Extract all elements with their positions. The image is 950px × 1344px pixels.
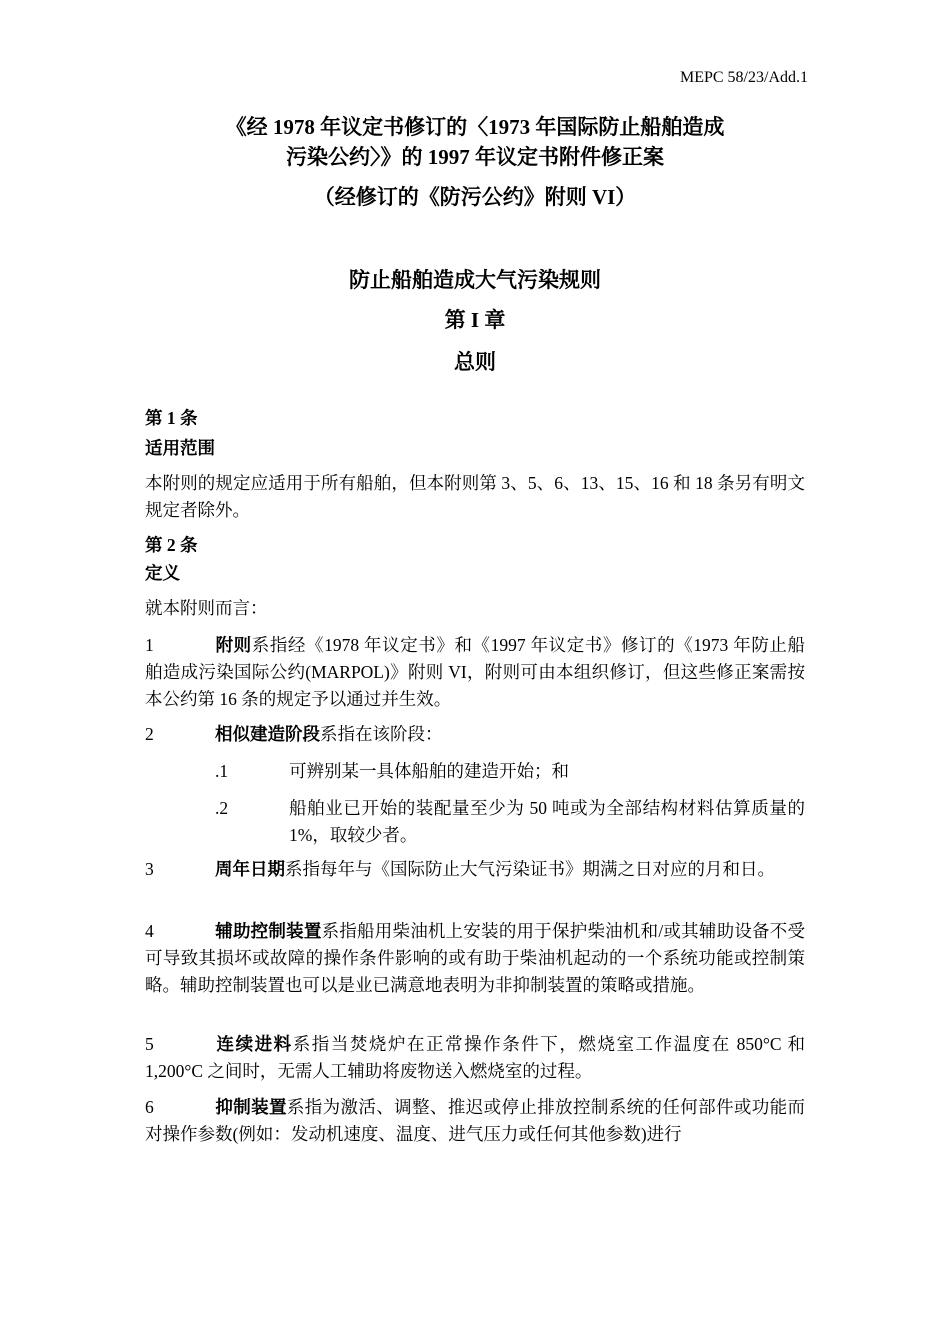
defined-term: 附则 bbox=[215, 635, 252, 655]
sub-item-number: .1 bbox=[215, 761, 229, 781]
regulation-1-heading: 适用范围 bbox=[145, 438, 215, 458]
paragraph-number: 3 bbox=[145, 859, 154, 879]
definition-text: 系指船用柴油机上安装的用于保护柴油机和/或其辅助设备不受可导致其损坏或故障的操作条件影响的或有助于柴油机起动的一个系统功能或控制策略。辅助控制装置也可以是业已满意地表明为非抑制装置的策略或措施。 bbox=[145, 921, 805, 995]
definition-paragraph bbox=[145, 856, 805, 883]
regulation-2-number: 第 2 条 bbox=[145, 535, 198, 555]
sub-item-text: 可辨别某一具体船舶的建造开始；和 bbox=[289, 761, 569, 781]
definition-paragraph bbox=[145, 721, 805, 748]
defined-term: 周年日期 bbox=[215, 859, 285, 879]
definition-text: 系指为激活、调整、推迟或停止排放控制系统的任何部件或功能而对操作参数(例如：发动机速度、温度、进气压力或任何其他参数)进行 bbox=[145, 1097, 806, 1144]
paragraph-number: 1 bbox=[145, 635, 154, 655]
defined-term: 抑制装置 bbox=[215, 1097, 287, 1117]
regulation-1-number: 第 1 条 bbox=[145, 408, 198, 428]
definition-text: 系指经《1978 年议定书》和《1997 年议定书》修订的《1973 年防止船舶造成污染国际公约(MARPOL)》附则 VI，附则可由本组织修订，但这些修正案需按本公约第 16 条的规定予以通过并生效。 bbox=[145, 635, 806, 709]
defined-term: 辅助控制装置 bbox=[215, 921, 322, 941]
chapter-number: 第 I 章 bbox=[444, 308, 506, 332]
sub-item bbox=[215, 795, 805, 849]
title-line-3: （经修订的《防污公约》附则 VI） bbox=[313, 185, 637, 209]
paragraph-number: 4 bbox=[145, 921, 154, 941]
paragraph-number: 2 bbox=[145, 724, 154, 744]
definition-paragraph bbox=[145, 918, 805, 999]
sub-item bbox=[215, 758, 805, 785]
paragraph-number: 5 bbox=[145, 1034, 154, 1054]
defined-term: 相似建造阶段 bbox=[215, 724, 320, 744]
definition-paragraph bbox=[145, 1031, 805, 1085]
definition-text: 系指当焚烧炉在正常操作条件下，燃烧室工作温度在 850°C 和 1,200°C 之间时，无需人工辅助将废物送入燃烧室的过程。 bbox=[145, 1034, 806, 1081]
regulations-title: 防止船舶造成大气污染规则 bbox=[349, 268, 601, 292]
definition-paragraph bbox=[145, 1094, 805, 1148]
definition-text: 系指在该阶段： bbox=[320, 724, 443, 744]
title-line-1: 《经 1978 年议定书修订的〈1973 年国际防止船舶造成 bbox=[225, 115, 725, 139]
defined-term: 连续进料 bbox=[215, 1034, 293, 1054]
sub-item-text: 船舶业已开始的装配量至少为 50 吨或为全部结构材料估算质量的 1%，取较少者。 bbox=[289, 798, 805, 845]
chapter-title: 总则 bbox=[454, 350, 496, 374]
definition-text: 系指每年与《国际防止大气污染证书》期满之日对应的月和日。 bbox=[285, 859, 775, 879]
definition-paragraph bbox=[145, 632, 805, 713]
sub-item-number: .2 bbox=[215, 798, 229, 818]
paragraph-number: 6 bbox=[145, 1097, 154, 1117]
regulation-2-heading: 定义 bbox=[145, 563, 180, 583]
regulation-1-text: 本附则的规定应适用于所有船舶，但本附则第 3、5、6、13、15、16 和 18 条另有明文规定者除外。 bbox=[145, 473, 805, 520]
regulation-2-intro: 就本附则而言： bbox=[145, 598, 268, 618]
title-line-2: 污染公约〉》的 1997 年议定书附件修正案 bbox=[286, 145, 664, 169]
document-reference: MEPC 58/23/Add.1 bbox=[679, 69, 808, 86]
